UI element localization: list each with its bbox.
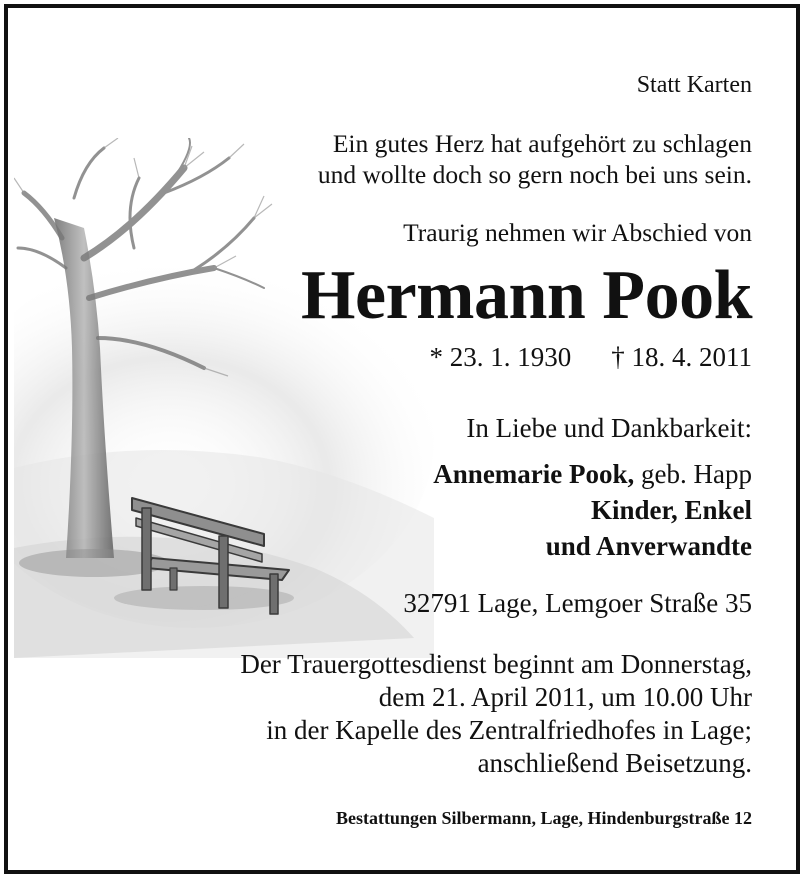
mourners-list: [433, 456, 752, 564]
death-date: † 18. 4. 2011: [611, 342, 752, 372]
verse-line-1: Ein gutes Herz hat aufgehört zu schlagen: [332, 129, 752, 158]
notice-border: [4, 4, 800, 874]
mourner-relatives: [433, 528, 752, 564]
verse-line-2: und wollte doch so gern noch bei uns sein.: [317, 160, 752, 189]
mourner-children: [433, 492, 752, 528]
birth-date: * 23. 1. 1930: [429, 342, 572, 372]
spouse-maiden-name: geb. Happ: [641, 459, 752, 489]
tree-and-bench-icon: [14, 138, 444, 658]
service-line-4: anschließend Beisetzung.: [477, 748, 752, 778]
mourners-intro: In Liebe und Dankbarkeit:: [466, 413, 752, 443]
service-line-2: dem 21. April 2011, um 10.00 Uhr: [378, 682, 752, 712]
funeral-home: Bestattungen Silbermann, Lage, Hindenburgstraße 12: [335, 808, 752, 828]
service-line-3: in der Kapelle des Zentralfriedhofes in Lage;: [266, 715, 752, 745]
life-dates: [430, 342, 753, 373]
mourners-address: 32791 Lage, Lemgoer Straße 35: [403, 588, 752, 618]
service-line-1: Der Trauergottesdienst beginnt am Donnerstag,: [240, 649, 752, 679]
mourner-spouse: [433, 456, 752, 492]
service-details: [240, 648, 752, 780]
farewell-intro: Traurig nehmen wir Abschied von: [403, 218, 752, 247]
verse: [318, 128, 752, 190]
spouse-name: Annemarie Pook,: [433, 459, 635, 489]
deceased-name: Hermann Pook: [301, 257, 752, 334]
notice-body: [8, 8, 796, 870]
statt-karten: Statt Karten: [636, 72, 752, 98]
relatives: und Anverwandte: [545, 531, 752, 561]
children-grandchildren: Kinder, Enkel: [590, 495, 752, 525]
